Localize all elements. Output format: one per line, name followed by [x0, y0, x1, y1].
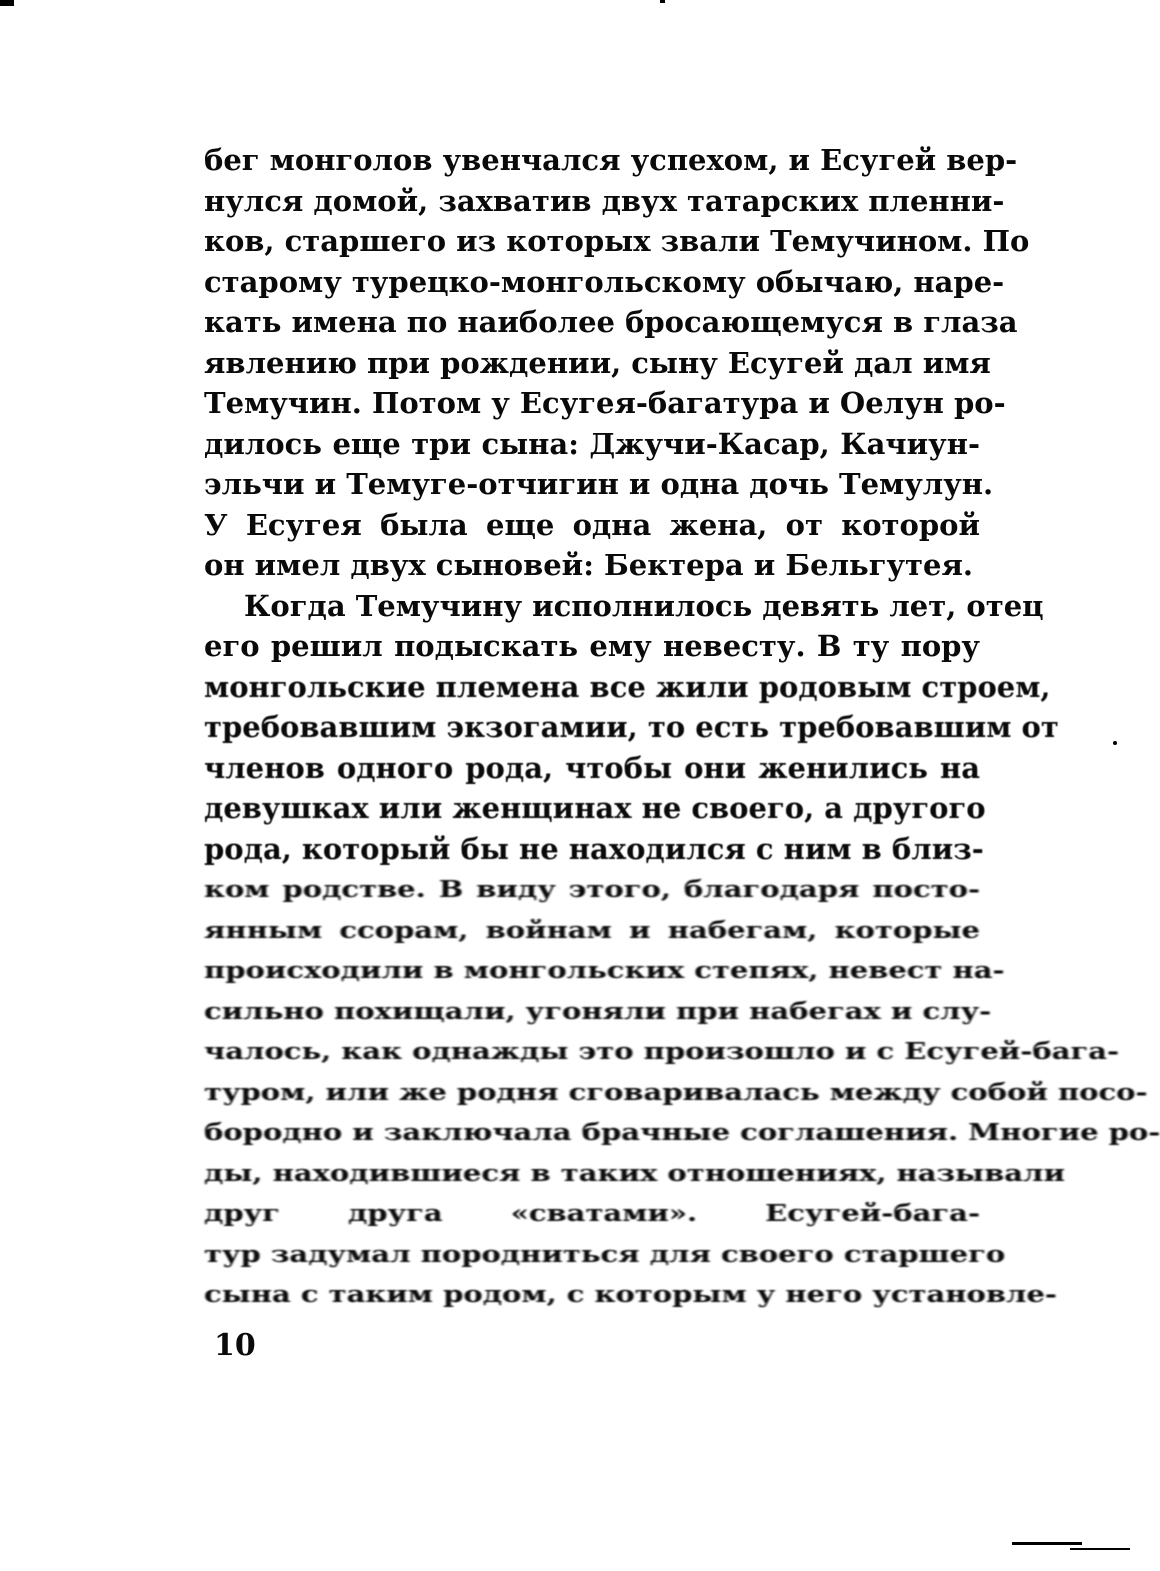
text-line: монгольские племена все жили родовым строем, — [204, 669, 1051, 704]
scan-bottom-rule — [1070, 1548, 1130, 1550]
scan-bottom-rule — [1012, 1542, 1082, 1545]
scan-corner-mark — [0, 0, 14, 6]
text-line: кать имена по наиболее бросающемуся в глаза — [204, 305, 1018, 339]
text-line: туром, или же родня сговаривалась между собой посо- — [204, 1077, 1148, 1106]
text-line: Когда Темучину исполнилось девять лет, отец — [244, 588, 1044, 623]
scan-speck — [1113, 741, 1117, 745]
text-line: нулся домой, захватив двух татарских пленни- — [204, 183, 1005, 218]
text-line: ком родстве. В виду этого, благодаря посто- — [204, 875, 980, 903]
text-line: бородно и заключала брачные соглашения. Многие ро- — [204, 1118, 1160, 1146]
text-line: эльчи и Темуге-отчигин и одна дочь Темулун. — [204, 467, 994, 501]
text-line: сына с таким родом, с которым у него установле- — [204, 1280, 1057, 1308]
text-line: членов одного рода, чтобы они женились на — [204, 750, 980, 785]
page-text — [204, 140, 1160, 1315]
text-line: ков, старшего из которых звали Темучином. По — [204, 224, 1030, 258]
text-line: чалось, как однажды это произошло и с Есугей-бага- — [204, 1037, 1120, 1065]
text-line: сильно похищали, угоняли при набегах и слу- — [204, 996, 992, 1025]
text-line: требовавшим экзогамии, то есть требовавшим от — [204, 710, 1059, 744]
scan-top-tick — [660, 0, 665, 3]
text-line: происходили в монгольских степях, невест на- — [204, 956, 1005, 984]
text-line: Темучин. Потом у Есугея-багатура и Оелун ро- — [204, 386, 1006, 420]
text-line: У Есугея была еще одна жена, от которой — [204, 507, 980, 542]
text-line: явлению при рождении, сыну Есугей дал имя — [204, 345, 991, 380]
text-line: дилось еще три сына: Джучи-Касар, Качиун- — [204, 426, 980, 461]
text-line: ды, находившиеся в таких отношениях, называли — [204, 1158, 1066, 1187]
text-line: рода, который бы не находился с ним в близ- — [204, 831, 984, 866]
text-line: друг друга «сватами». Есугей-бага- — [204, 1199, 980, 1227]
text-line: старому турецко-монгольскому обычаю, наре- — [204, 264, 1005, 299]
text-line: бег монголов увенчался успехом, и Есугей вер- — [204, 143, 1018, 177]
page-number: 10 — [214, 1328, 256, 1363]
text-line: он имел двух сыновей: Бектера и Бельгутея. — [204, 548, 973, 582]
text-line: янным ссорам, войнам и набегам, которые — [204, 915, 980, 944]
text-line: девушках или женщинах не своего, а другого — [204, 791, 986, 825]
text-line: тур задумал породниться для своего старшего — [204, 1239, 1006, 1268]
text-line: его решил подыскать ему невесту. В ту пору — [204, 629, 980, 663]
